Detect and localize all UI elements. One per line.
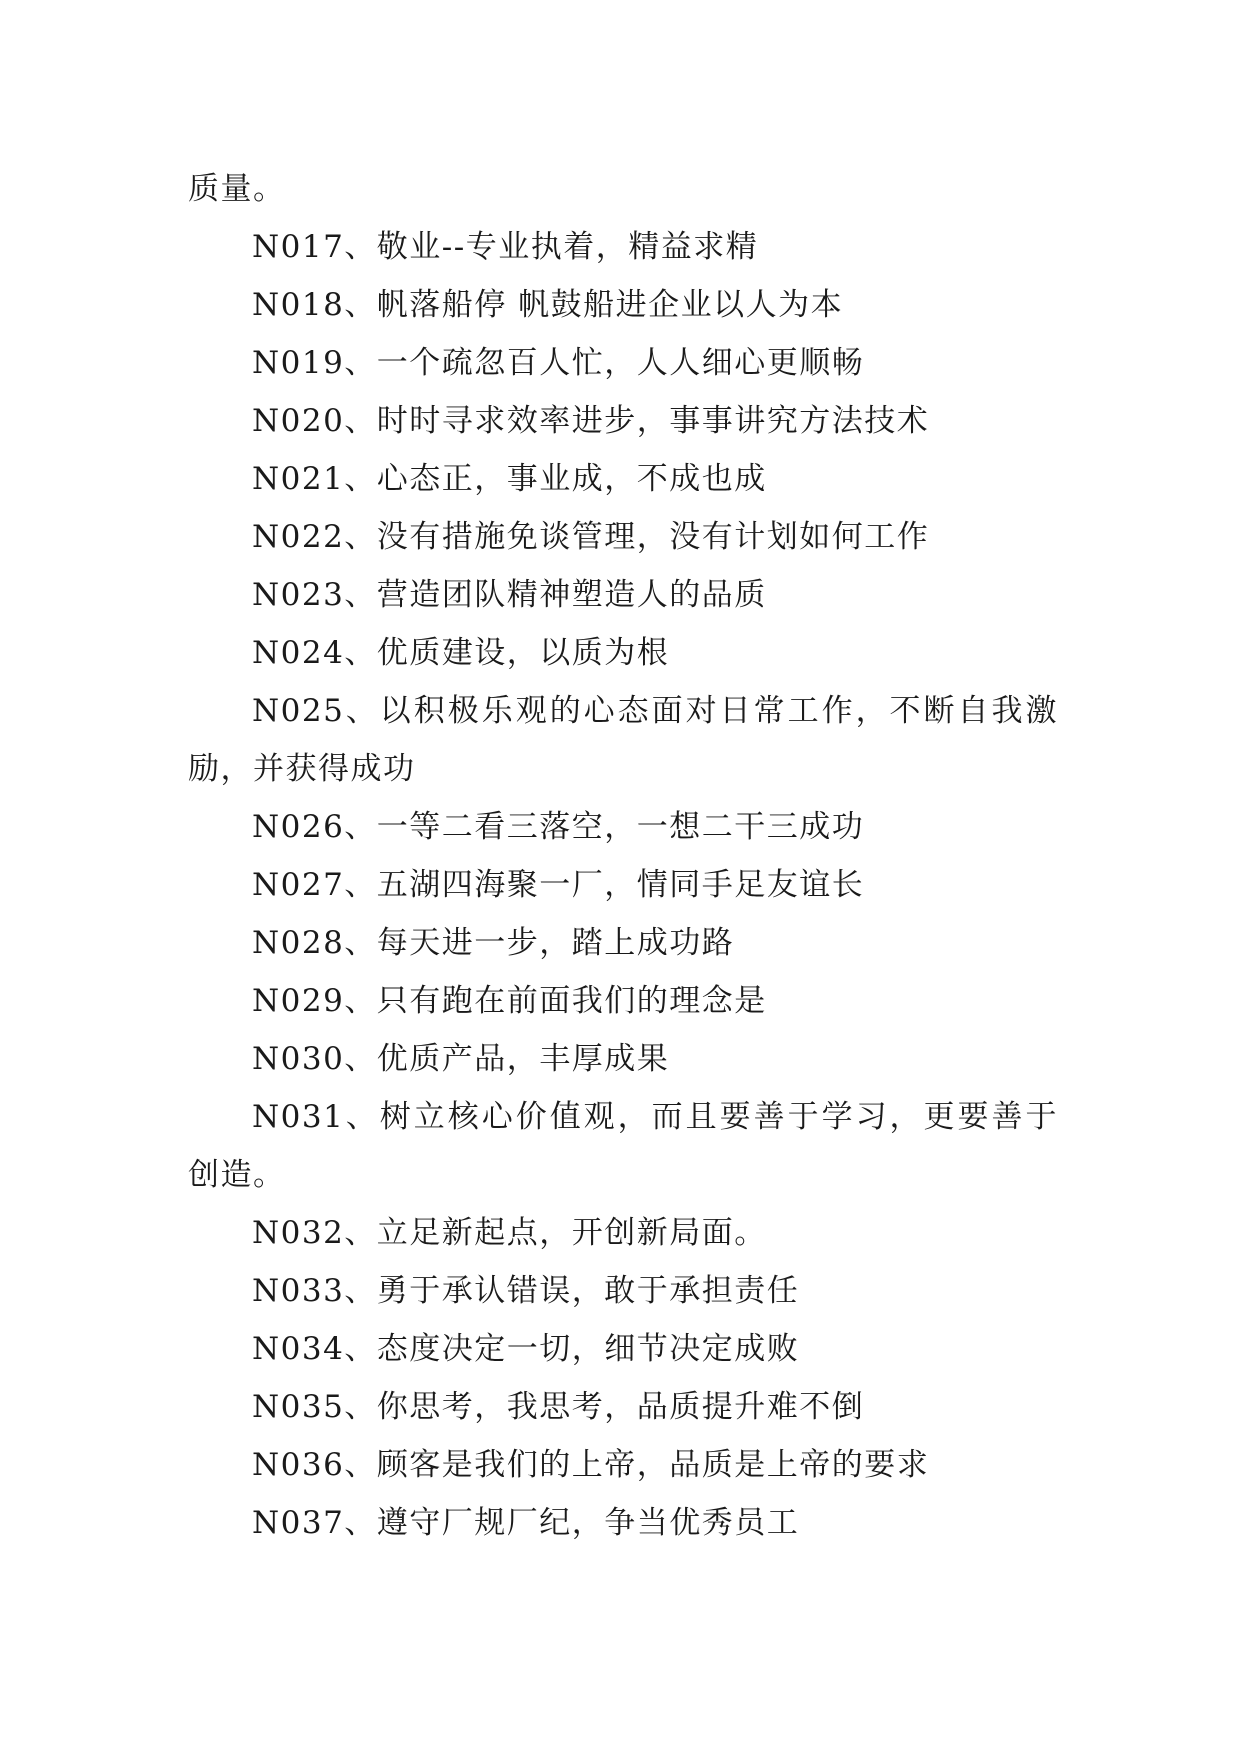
list-item: N019、一个疏忽百人忙，人人细心更顺畅 xyxy=(252,345,865,381)
list-item: N033、勇于承认错误，敢于承担责任 xyxy=(252,1273,800,1309)
list-item: N029、只有跑在前面我们的理念是 xyxy=(252,983,767,1019)
list-item: N037、遵守厂规厂纪，争当优秀员工 xyxy=(252,1505,800,1541)
list-item: N032、立足新起点，开创新局面。 xyxy=(252,1215,767,1251)
list-item: N030、优质产品，丰厚成果 xyxy=(252,1041,670,1077)
list-item: N022、没有措施免谈管理，没有计划如何工作 xyxy=(252,519,930,555)
list-item: N026、一等二看三落空，一想二干三成功 xyxy=(252,809,865,845)
list-item: N024、优质建设，以质为根 xyxy=(252,635,670,671)
list-item: N020、时时寻求效率进步，事事讲究方法技术 xyxy=(252,403,930,439)
list-item: N034、态度决定一切，细节决定成败 xyxy=(252,1331,800,1367)
intro-fragment: 质量。 xyxy=(188,171,286,207)
list-item: N027、五湖四海聚一厂，情同手足友谊长 xyxy=(252,867,865,903)
list-item: N018、帆落船停 帆鼓船进企业以人为本 xyxy=(252,287,844,323)
list-item: N021、心态正，事业成，不成也成 xyxy=(252,461,767,497)
list-item: N031、树立核心价值观，而且要善于学习，更要善于创造。 xyxy=(188,1099,1058,1193)
list-item: N023、营造团队精神塑造人的品质 xyxy=(252,577,767,613)
list-item: N017、敬业--专业执着，精益求精 xyxy=(252,229,759,265)
list-item: N028、每天进一步，踏上成功路 xyxy=(252,925,735,961)
list-item: N036、顾客是我们的上帝，品质是上帝的要求 xyxy=(252,1447,930,1483)
list-item: N025、以积极乐观的心态面对日常工作，不断自我激励，并获得成功 xyxy=(188,693,1058,787)
list-item: N035、你思考，我思考，品质提升难不倒 xyxy=(252,1389,865,1425)
document-body xyxy=(188,160,1058,1552)
